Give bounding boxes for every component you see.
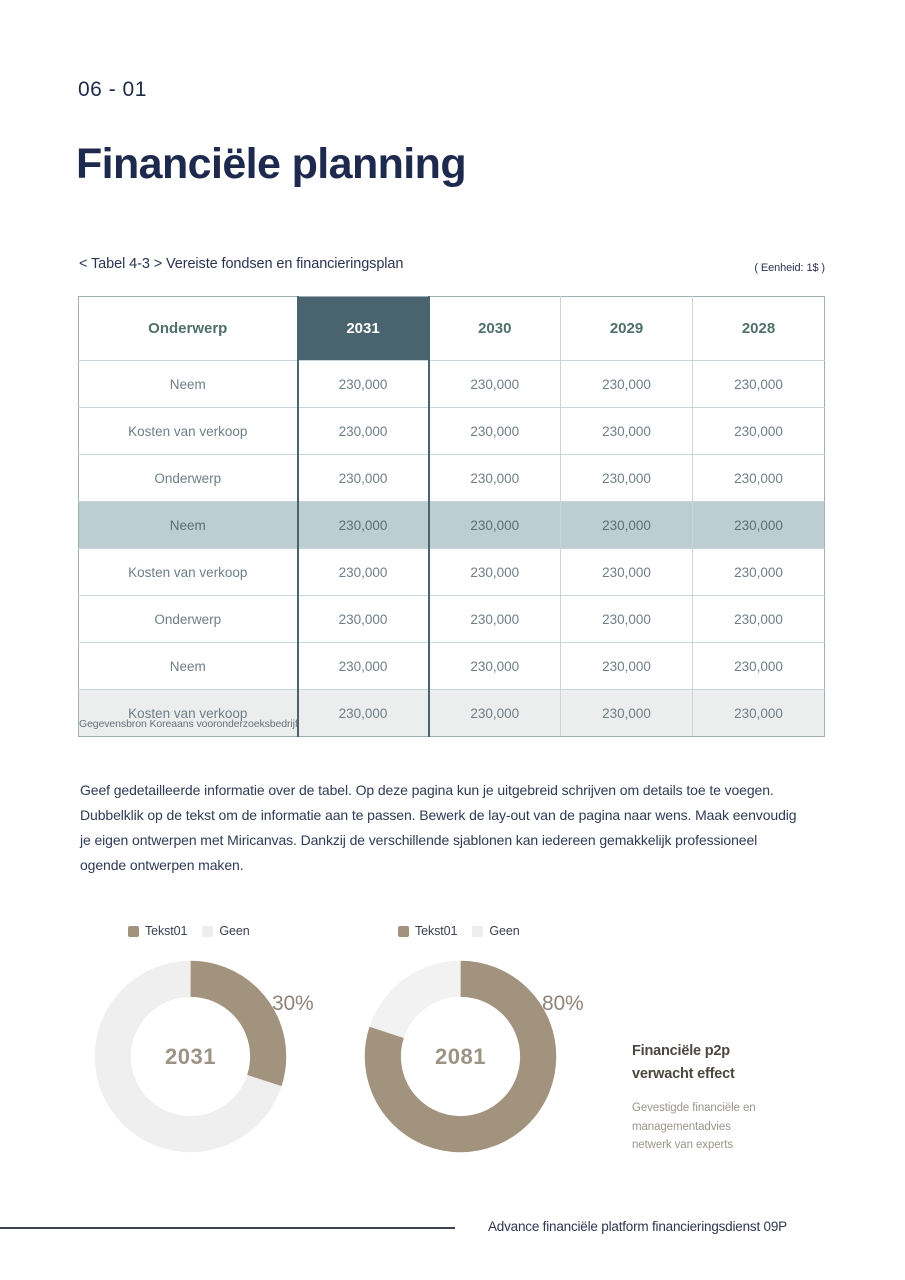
column-header-onderwerp[interactable]: Onderwerp — [79, 297, 298, 361]
row-label: Neem — [79, 361, 298, 408]
row-label: Kosten van verkoop — [79, 549, 298, 596]
row-value-2028: 230,000 — [693, 596, 825, 643]
footer-divider — [0, 1227, 455, 1229]
row-value-2031: 230,000 — [298, 596, 429, 643]
row-value-2028: 230,000 — [693, 690, 825, 737]
row-value-2028: 230,000 — [693, 502, 825, 549]
row-value-2028: 230,000 — [693, 408, 825, 455]
side-info-desc-line3: netwerk van experts — [632, 1139, 734, 1151]
legend-item-geen — [472, 924, 519, 938]
legend-item-tekst01 — [128, 924, 187, 938]
donut-center-label: 2081 — [435, 1043, 486, 1069]
slide-number: 06 - 01 — [78, 78, 147, 101]
table-row[interactable] — [79, 549, 825, 596]
side-info-desc-line2: managementadvies — [632, 1120, 731, 1133]
row-value-2028: 230,000 — [693, 455, 825, 502]
row-value-2031: 230,000 — [298, 455, 429, 502]
donut-graphic — [88, 954, 293, 1159]
legend-label: Tekst01 — [415, 924, 458, 938]
donut-chart-2031 — [88, 922, 293, 1159]
row-value-2031: 230,000 — [298, 549, 429, 596]
row-value-2028: 230,000 — [693, 643, 825, 690]
row-value-2031: 230,000 — [298, 361, 429, 408]
table-row[interactable] — [79, 596, 825, 643]
side-info-title-line2: verwacht effect — [632, 1066, 735, 1082]
table-row[interactable] — [79, 643, 825, 690]
row-value-2029: 230,000 — [561, 549, 693, 596]
footer-text: Advance financiële platform financieringsdienst 09P — [488, 1219, 787, 1234]
row-value-2031: 230,000 — [298, 408, 429, 455]
row-label: Neem — [79, 643, 298, 690]
side-info-description — [632, 1099, 822, 1155]
financial-plan-table — [78, 296, 825, 737]
legend-swatch-icon — [472, 926, 483, 937]
row-value-2029: 230,000 — [561, 361, 693, 408]
table-header-row — [79, 297, 825, 361]
row-label: Kosten van verkoop — [79, 408, 298, 455]
column-header-2030[interactable]: 2030 — [429, 297, 561, 361]
row-value-2030: 230,000 — [429, 549, 561, 596]
table-body — [79, 361, 825, 737]
row-value-2030: 230,000 — [429, 690, 561, 737]
table-row[interactable] — [79, 408, 825, 455]
legend-label: Geen — [489, 924, 520, 938]
row-value-2030: 230,000 — [429, 502, 561, 549]
donut-percent-2081: 80% — [542, 992, 584, 1015]
row-value-2029: 230,000 — [561, 408, 693, 455]
legend-label: Tekst01 — [145, 924, 188, 938]
row-value-2029: 230,000 — [561, 455, 693, 502]
legend-swatch-icon — [202, 926, 213, 937]
side-info-title-line1: Financiële p2p — [632, 1043, 730, 1059]
table-row[interactable] — [79, 361, 825, 408]
page-title: Financiële planning — [76, 140, 466, 188]
column-header-2031[interactable]: 2031 — [298, 297, 429, 361]
row-value-2031: 230,000 — [298, 643, 429, 690]
legend-swatch-icon — [128, 926, 139, 937]
row-value-2028: 230,000 — [693, 361, 825, 408]
row-label: Neem — [79, 502, 298, 549]
chart-legend — [128, 922, 293, 940]
legend-item-tekst01 — [398, 924, 457, 938]
row-label: Onderwerp — [79, 455, 298, 502]
donut-chart-2081 — [358, 922, 563, 1159]
row-value-2030: 230,000 — [429, 643, 561, 690]
table-row[interactable] — [79, 455, 825, 502]
table-head — [79, 297, 825, 361]
row-value-2029: 230,000 — [561, 596, 693, 643]
table-source-note: Gegevensbron Koreaans vooronderzoeksbedrijf — [79, 718, 298, 730]
row-value-2029: 230,000 — [561, 690, 693, 737]
side-info-block — [632, 1040, 822, 1155]
legend-swatch-icon — [398, 926, 409, 937]
table-unit-note: ( Eenheid: 1$ ) — [754, 262, 825, 274]
row-value-2030: 230,000 — [429, 408, 561, 455]
row-value-2030: 230,000 — [429, 361, 561, 408]
row-label: Onderwerp — [79, 596, 298, 643]
body-paragraph: Geef gedetailleerde informatie over de tabel. Op deze pagina kun je uitgebreid schrijven om details toe te voegen. Dubbelklik op de tekst om de informatie aan te passen. Bewerk de lay-out van de pagina naar wens. Maak eenvoudig je eigen ontwerpen met Miricanvas. Dankzij de verschillende sjablonen kan iedereen gemakkelijk professioneel ogende ontwerpen maken. — [80, 782, 797, 873]
table-caption: < Tabel 4-3 > Vereiste fondsen en financieringsplan — [79, 256, 404, 272]
chart-legend — [398, 922, 563, 940]
column-header-2028[interactable]: 2028 — [693, 297, 825, 361]
side-info-title — [632, 1040, 822, 1086]
row-value-2030: 230,000 — [429, 596, 561, 643]
donut-percent-2031: 30% — [272, 992, 314, 1015]
donut-graphic — [358, 954, 563, 1159]
row-value-2029: 230,000 — [561, 502, 693, 549]
legend-label: Geen — [219, 924, 250, 938]
donut-center-label: 2031 — [165, 1043, 216, 1069]
legend-item-geen — [202, 924, 249, 938]
row-value-2031: 230,000 — [298, 690, 429, 737]
row-value-2031: 230,000 — [298, 502, 429, 549]
row-value-2030: 230,000 — [429, 455, 561, 502]
table-row-highlighted[interactable] — [79, 502, 825, 549]
column-header-2029[interactable]: 2029 — [561, 297, 693, 361]
row-value-2028: 230,000 — [693, 549, 825, 596]
side-info-desc-line1: Gevestigde financiële en — [632, 1102, 756, 1114]
row-label: Kosten van verkoop — [79, 690, 298, 737]
row-value-2029: 230,000 — [561, 643, 693, 690]
